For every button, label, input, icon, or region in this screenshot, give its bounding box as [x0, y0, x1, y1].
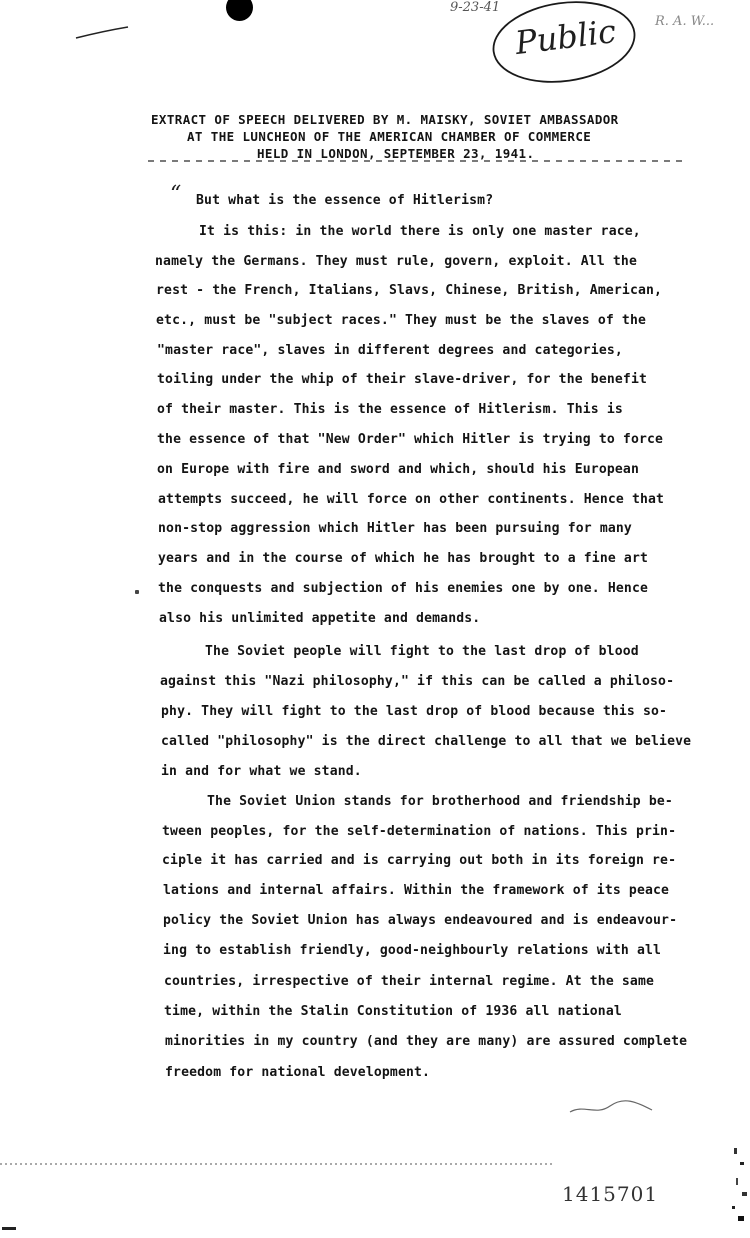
- body-line-23: ciple it has carried and is carrying out both in its foreign re-: [162, 853, 677, 868]
- body-line-16: The Soviet people will fight to the last drop of blood: [205, 644, 639, 659]
- body-line-15: also his unlimited appetite and demands.: [159, 611, 481, 626]
- body-line-9: the essence of that "New Order" which Hitler is trying to force: [157, 432, 664, 447]
- body-line-20: in and for what we stand.: [161, 764, 362, 779]
- body-line-12: non-stop aggression which Hitler has been pursuing for many: [158, 521, 632, 536]
- body-line-29: minorities in my country (and they are many) are assured complete: [165, 1034, 688, 1049]
- page-code: 1415701: [562, 1182, 659, 1206]
- body-line-1: But what is the essence of Hitlerism?: [196, 193, 494, 208]
- body-line-18: phy. They will fight to the last drop of blood because this so-: [161, 704, 668, 719]
- header-underline: [148, 158, 688, 164]
- scan-speckle: [0, 1224, 30, 1236]
- body-line-21: The Soviet Union stands for brotherhood and friendship be-: [207, 794, 673, 809]
- quote-mark: “: [170, 182, 182, 207]
- body-line-22: tween peoples, for the self-determination of nations. This prin-: [162, 824, 677, 839]
- body-line-8: of their master. This is the essence of Hitlerism. This is: [157, 402, 623, 417]
- body-line-3: namely the Germans. They must rule, govern, exploit. All the: [155, 254, 637, 269]
- margin-pen-stroke: [72, 24, 132, 44]
- body-line-30: freedom for national development.: [165, 1065, 431, 1080]
- bottom-rule: [0, 1160, 560, 1168]
- top-right-note: R. A. W...: [655, 14, 715, 29]
- scan-edge-noise: [728, 1140, 750, 1230]
- body-line-7: toiling under the whip of their slave-driver, for the benefit: [157, 372, 648, 387]
- body-line-26: ing to establish friendly, good-neighbourly relations with all: [163, 943, 662, 958]
- body-line-5: etc., must be "subject races." They must be the slaves of the: [156, 313, 647, 328]
- punch-hole: [226, 0, 253, 21]
- body-line-4: rest - the French, Italians, Slavs, Chinese, British, American,: [156, 283, 663, 298]
- body-line-24: lations and internal affairs. Within the framework of its peace: [163, 883, 670, 898]
- body-line-13: years and in the course of which he has brought to a fine art: [158, 551, 649, 566]
- handwritten-annotation: Public: [513, 11, 618, 63]
- bottom-pen-squiggle: [566, 1096, 656, 1122]
- stamp-number: 9-23-41: [450, 0, 501, 15]
- body-line-27: countries, irrespective of their internal regime. At the same: [164, 974, 655, 989]
- body-line-10: on Europe with fire and sword and which, should his European: [157, 462, 639, 477]
- body-line-11: attempts succeed, he will force on other continents. Hence that: [158, 492, 665, 507]
- body-line-28: time, within the Stalin Constitution of 1936 all national: [164, 1004, 622, 1019]
- body-line-25: policy the Soviet Union has always endeavoured and is endeavour-: [163, 913, 678, 928]
- header-line-1: EXTRACT OF SPEECH DELIVERED BY M. MAISKY, SOVIET AMBASSADOR: [151, 112, 619, 127]
- body-line-19: called "philosophy" is the direct challenge to all that we believe: [161, 734, 692, 749]
- body-line-17: against this "Nazi philosophy," if this can be called a philoso-: [160, 674, 675, 689]
- header-line-2: AT THE LUNCHEON OF THE AMERICAN CHAMBER OF COMMERCE: [187, 129, 592, 144]
- body-line-6: "master race", slaves in different degrees and categories,: [157, 343, 623, 358]
- body-line-2: It is this: in the world there is only one master race,: [199, 224, 641, 239]
- body-line-14: the conquests and subjection of his enemies one by one. Hence: [158, 581, 649, 596]
- header-line-3: HELD IN LONDON, SEPTEMBER 23, 1941.: [257, 146, 535, 161]
- margin-tick: [135, 590, 139, 594]
